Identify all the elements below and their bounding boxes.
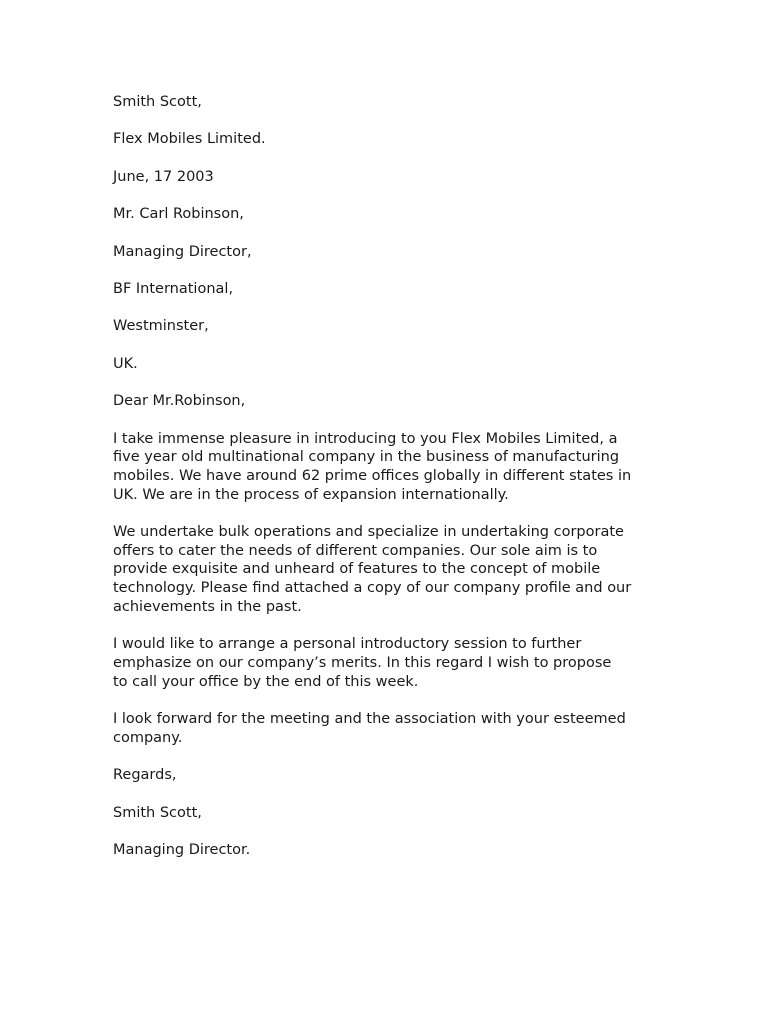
- sender-name: Smith Scott,: [113, 94, 202, 110]
- sender-company: Flex Mobiles Limited.: [113, 131, 266, 148]
- paragraph-line: I would like to arrange a personal introductory session to further: [113, 636, 582, 653]
- recipient-city: Westminster,: [113, 318, 209, 335]
- recipient-title: Managing Director,: [113, 243, 252, 260]
- paragraph-line: achievements in the past.: [113, 598, 302, 615]
- paragraph-line: company.: [113, 729, 183, 746]
- paragraph-line: mobiles. We have around 62 prime offices globally in different states in: [113, 467, 632, 484]
- letter-body: [113, 93, 673, 878]
- recipient-name: Mr. Carl Robinson,: [113, 206, 244, 223]
- paragraph-closing-remark: [113, 710, 673, 747]
- paragraph-line: five year old multinational company in the business of manufacturing: [113, 449, 620, 466]
- signature-name: Smith Scott,: [113, 804, 202, 821]
- paragraph-line: I look forward for the meeting and the association with your esteemed: [113, 711, 626, 728]
- paragraph-session-request: [113, 635, 673, 691]
- paragraph-line: technology. Please find attached a copy of our company profile and our: [113, 580, 632, 597]
- paragraph-line: UK. We are in the process of expansion internationally.: [113, 486, 509, 503]
- paragraph-line: I take immense pleasure in introducing to you Flex Mobiles Limited, a: [113, 430, 618, 447]
- closing: Regards,: [113, 767, 177, 784]
- paragraph-introduction: [113, 430, 673, 505]
- salutation: Dear Mr.Robinson,: [113, 393, 246, 410]
- recipient-country: UK.: [113, 355, 138, 372]
- letter-date: June, 17 2003: [113, 168, 214, 185]
- paragraph-line: to call your office by the end of this week.: [113, 673, 419, 690]
- paragraph-line: emphasize on our company’s merits. In this regard I wish to propose: [113, 654, 612, 671]
- paragraph-line: offers to cater the needs of different companies. Our sole aim is to: [113, 542, 598, 559]
- signature-title: Managing Director.: [113, 841, 251, 858]
- paragraph-operations: [113, 523, 673, 617]
- paragraph-line: provide exquisite and unheard of features to the concept of mobile: [113, 561, 601, 578]
- recipient-company: BF International,: [113, 280, 234, 297]
- paragraph-line: We undertake bulk operations and specialize in undertaking corporate: [113, 524, 624, 541]
